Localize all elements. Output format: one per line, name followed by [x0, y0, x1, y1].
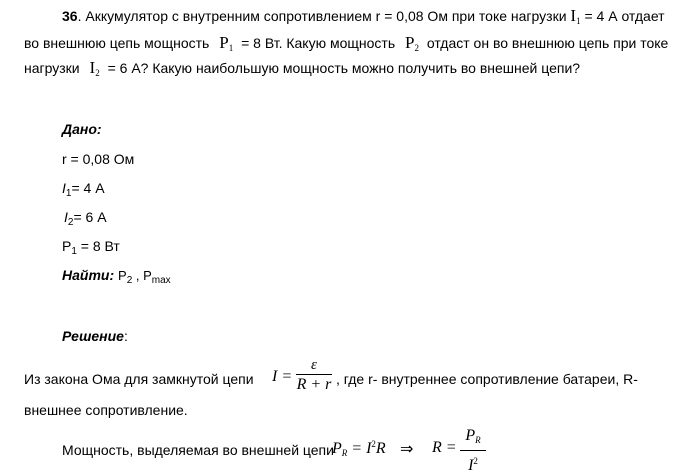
given-heading: Дано: [62, 121, 102, 137]
problem-line-3: нагрузки $I_2 = 6$ А? Какую наибольшую мощность можно получить во внешней цепи? [24, 58, 581, 78]
find-line: Найти: $P_2$ , $P_{max}$ [62, 267, 171, 286]
symbol-P1: $P_1$ [219, 33, 234, 53]
problem-line-2: во внешнюю цепь мощность $P_1 = 8$ Вт. Какую мощность $P_2$ отдаст он во внешнюю цепь при токе [24, 33, 669, 53]
symbol-P2: $P_2$ [405, 33, 419, 53]
problem-line-1: 36. Аккумулятор с внутренним сопротивлением r = 0,08 Ом при токе нагрузки $I_1 = 4$ А отдает [62, 6, 665, 26]
problem-number: 36 [62, 8, 78, 24]
symbol-I2: $I_2$ [89, 58, 100, 78]
ohm-text-b: , где r- внутреннее сопротивление батареи, R- [336, 371, 638, 387]
ohm-text-a: Из закона Ома для замкнутой цепи [24, 371, 254, 387]
given-i1: $I_1= 4$ А [62, 180, 105, 199]
power-text: Мощность, выделяемая во внешней цепи [62, 442, 334, 458]
ohm-denominator: R + r [296, 376, 332, 393]
r-formula-lhs: R = [432, 439, 457, 456]
solution-heading: Решение: [62, 328, 128, 344]
ohm-formula-lhs: I = [272, 368, 293, 385]
ohm-numerator: ε [311, 357, 317, 373]
power-formula: $P_R = I^2R$ [332, 439, 386, 458]
ohm-text-c: внешнее сопротивление. [24, 402, 188, 418]
given-p1: $P_1 = 8$ Вт [62, 238, 120, 257]
r-denominator: $I^2$ [460, 450, 486, 476]
given-i2: $I_2= 6$ А [64, 209, 107, 228]
symbol-I1: $I_1$ [570, 6, 581, 26]
r-numerator: $P_R$ [465, 427, 481, 445]
find-label: Найти: [62, 267, 115, 283]
r-fraction [460, 426, 486, 476]
implies-arrow: ⇒ [400, 439, 414, 458]
given-r: r = 0,08 Ом [62, 151, 135, 167]
ohm-fraction [296, 356, 332, 395]
